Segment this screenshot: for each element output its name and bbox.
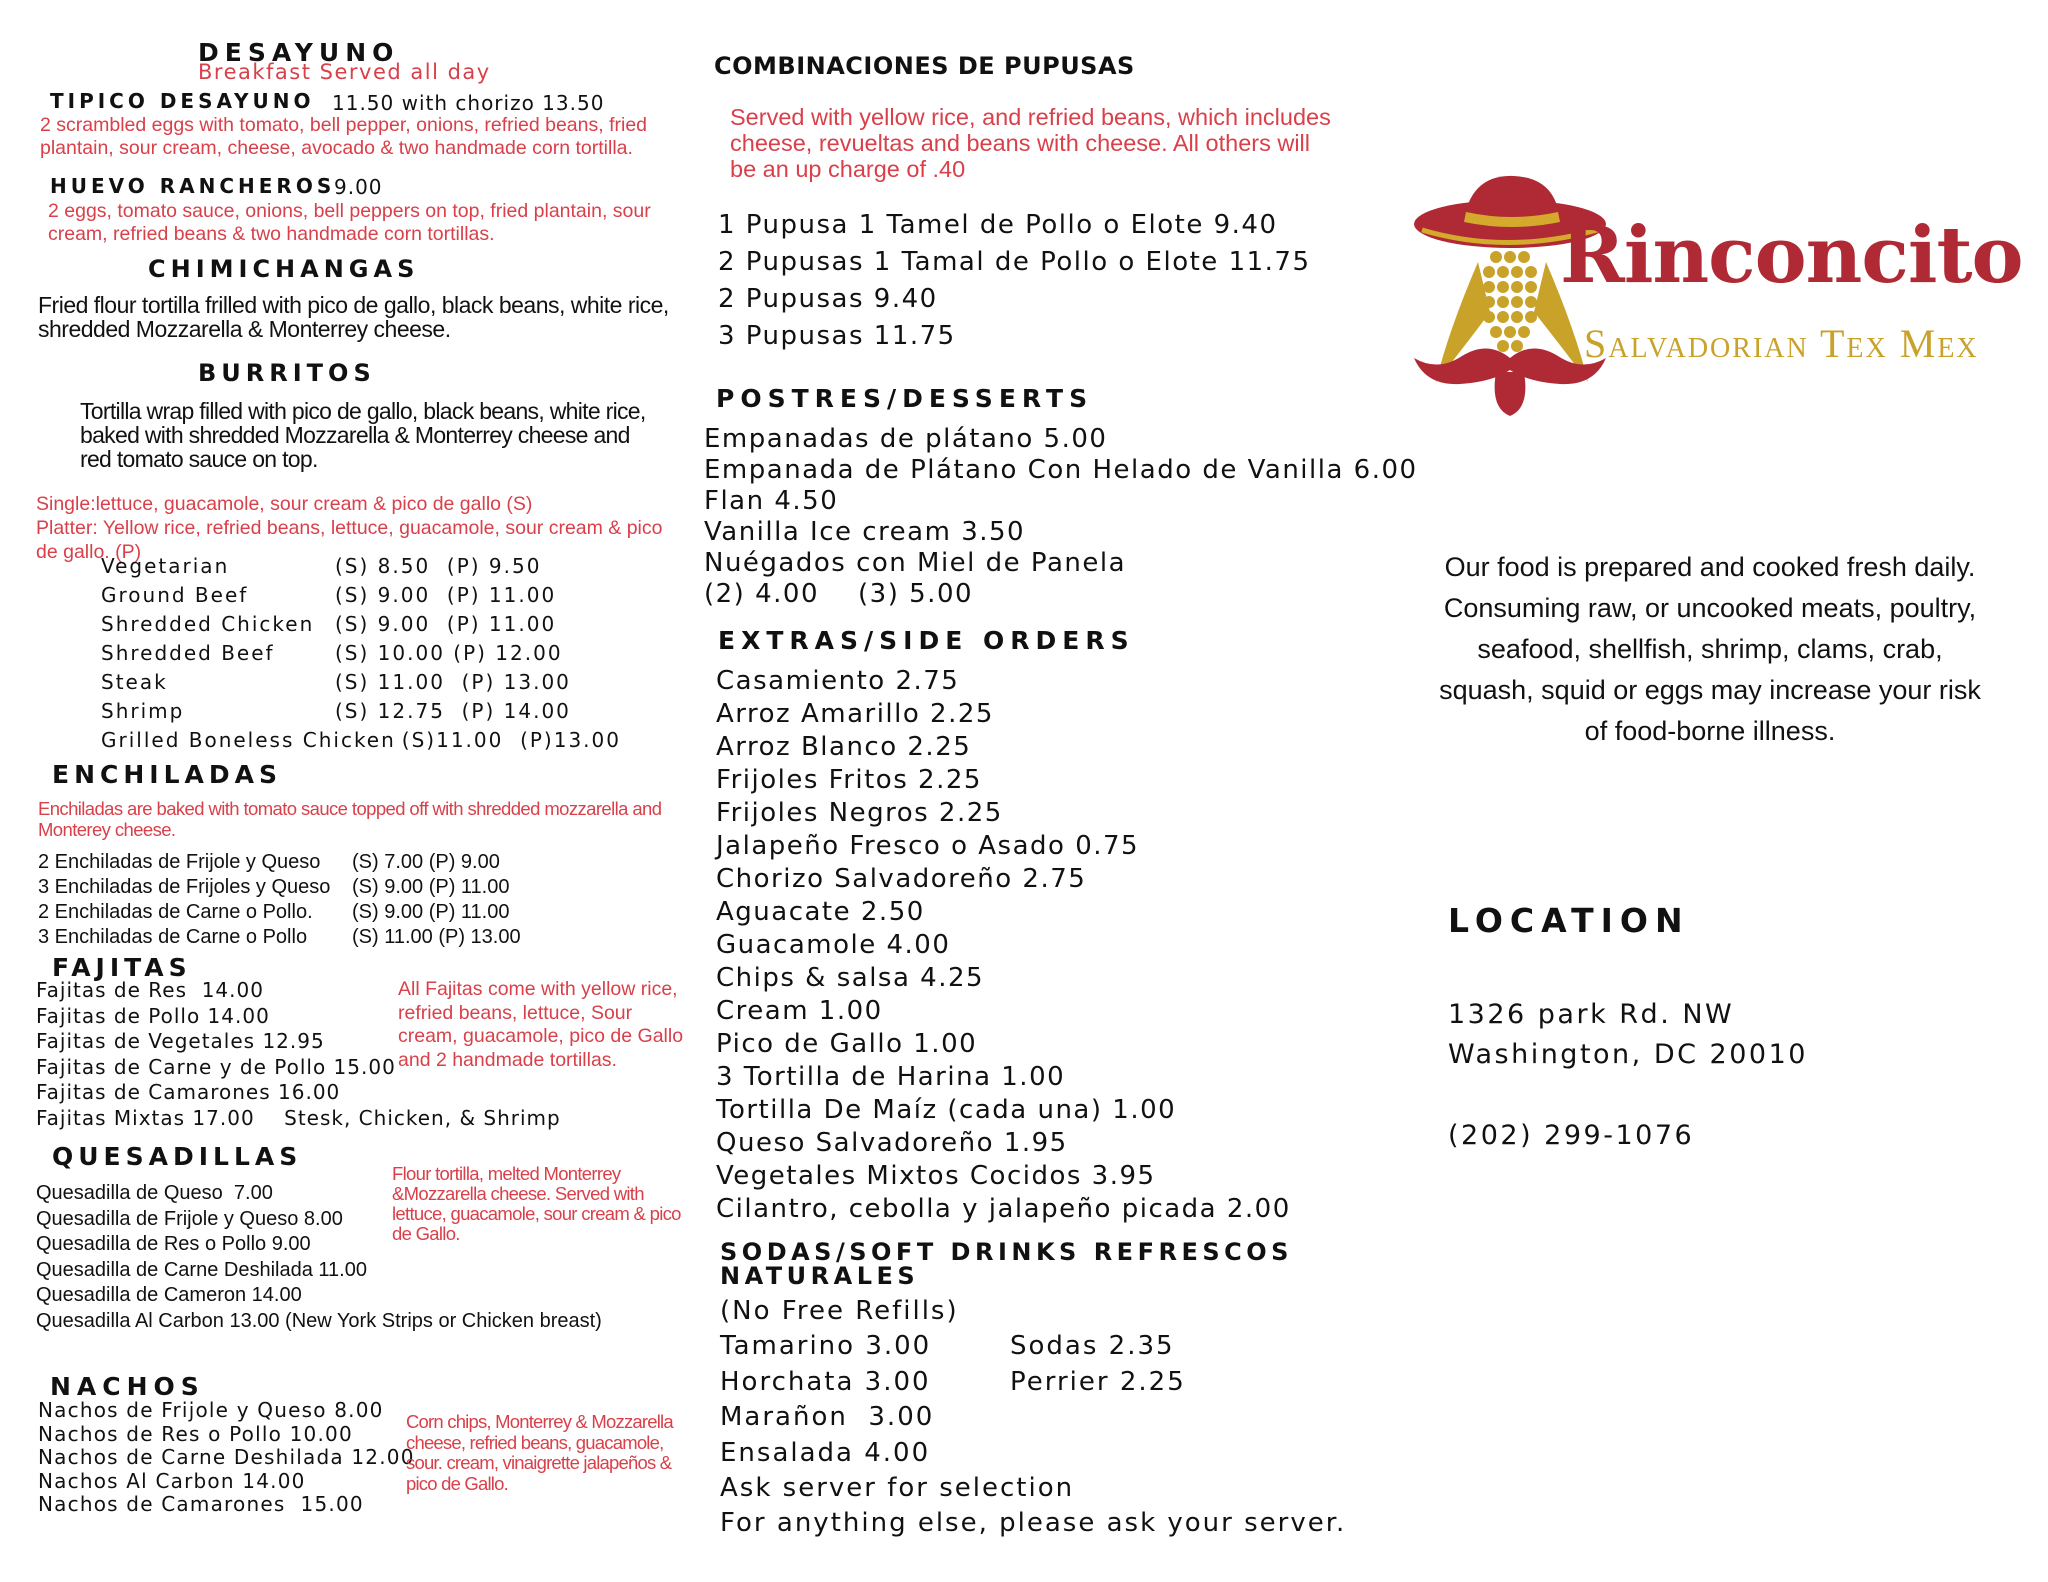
list-item: 2 Enchiladas de Frijole y Queso (S) 7.00 (P) 9.00 xyxy=(38,851,500,873)
enchiladas-heading: ENCHILADAS xyxy=(52,760,282,789)
burritos-single-note: Single:lettuce, guacamole, sour cream & pico de gallo (S) xyxy=(36,493,533,515)
pupusas-list xyxy=(718,210,1311,358)
list-item: Fajitas de Camarones 16.00 xyxy=(36,1080,341,1104)
ask-server-text: Ask server for selection xyxy=(720,1473,1075,1503)
list-item: 3 Pupusas 11.75 xyxy=(718,321,956,351)
quesadillas-heading: QUESADILLAS xyxy=(52,1142,303,1171)
nachos-heading: NACHOS xyxy=(50,1372,205,1401)
list-item: Vegetarian (S) 8.50 (P) 9.50 xyxy=(101,554,542,578)
phone-number: (202) 299-1076 xyxy=(1448,1120,1695,1151)
huevo-rancheros-desc: 2 eggs, tomato sauce, onions, bell peppers on top, fried plantain, sour cream, refried beans & two handmade corn tortillas. xyxy=(48,200,651,245)
address-line2: Washington, DC 20010 xyxy=(1448,1039,1808,1070)
list-item: Chips & salsa 4.25 xyxy=(716,963,985,993)
sodas-left-list xyxy=(720,1331,934,1473)
list-item: Horchata 3.00 xyxy=(720,1366,931,1397)
list-item: Vanilla Ice cream 3.50 xyxy=(704,517,1026,547)
list-item: Queso Salvadoreño 1.95 xyxy=(716,1128,1068,1158)
location-heading: LOCATION xyxy=(1448,901,1690,940)
list-item: Fajitas Mixtas 17.00 Stesk, Chicken, & Shrimp xyxy=(36,1105,561,1130)
list-item: Fajitas de Carne y de Pollo 15.00 xyxy=(36,1054,396,1079)
list-item: Steak (S) 11.00 (P) 13.00 xyxy=(101,670,571,694)
list-item: Shredded Chicken (S) 9.00 (P) 11.00 xyxy=(101,612,557,636)
postres-heading: POSTRES/DESSERTS xyxy=(716,384,1094,413)
enchiladas-list xyxy=(38,851,521,951)
chimichangas-desc: Fried flour tortilla frilled with pico de gallo, black beans, white rice, shredded Mozzarella & Monterrey cheese. xyxy=(38,292,669,342)
list-item: 3 Tortilla de Harina 1.00 xyxy=(716,1062,1066,1092)
list-item: Perrier 2.25 xyxy=(1010,1366,1186,1397)
list-item: Grilled Boneless Chicken (S)11.00 (P)13.00 xyxy=(101,728,621,752)
burritos-heading: BURRITOS xyxy=(198,359,376,387)
list-item: Fajitas de Pollo 14.00 xyxy=(36,1003,270,1028)
list-item: 2 Pupusas 9.40 xyxy=(718,284,938,314)
quesadillas-list xyxy=(36,1182,602,1335)
list-item: Quesadilla de Carne Deshilada 11.00 xyxy=(36,1258,367,1281)
list-item: 2 Pupusas 1 Tamal de Pollo o Elote 11.75 xyxy=(718,247,1311,277)
nachos-note: Corn chips, Monterrey & Mozzarella cheese, refried beans, guacamole, sour. cream, vinaigrette jalapeños & pico de Gallo. xyxy=(406,1411,673,1494)
list-item: Ground Beef (S) 9.00 (P) 11.00 xyxy=(101,583,557,607)
list-item: Guacamole 4.00 xyxy=(716,930,951,960)
list-item: Quesadilla de Cameron 14.00 xyxy=(36,1284,302,1306)
huevo-rancheros-name: HUEVO RANCHEROS xyxy=(50,174,336,198)
sodas-heading xyxy=(720,1240,1293,1288)
list-item: Fajitas de Res 14.00 xyxy=(36,978,264,1002)
fajitas-heading: FAJITAS xyxy=(52,953,192,982)
extras-heading: EXTRAS/SIDE ORDERS xyxy=(718,626,1135,655)
list-item: Ensalada 4.00 xyxy=(720,1437,931,1468)
nachos-list xyxy=(38,1398,415,1516)
list-item: Arroz Amarillo 2.25 xyxy=(716,699,994,729)
list-item: 1 Pupusa 1 Tamel de Pollo o Elote 9.40 xyxy=(718,210,1278,240)
food-safety-notice: Our food is prepared and cooked fresh daily. Consuming raw, or uncooked meats, poultry, seafood, shellfish, shrimp, clams, crab, squash, squid or eggs may increase your risk of food-borne illness. xyxy=(1439,552,1981,746)
tipico-desayuno-desc: 2 scrambled eggs with tomato, bell pepper, onions, refried beans, fried plantain, sour cream, cheese, avocado & two handmade corn tortilla. xyxy=(40,114,648,159)
burritos-list xyxy=(101,554,621,757)
anything-else-text: For anything else, please ask your server. xyxy=(720,1508,1347,1538)
extras-list xyxy=(716,666,1291,1227)
sodas-heading-line2: NATURALES xyxy=(720,1262,920,1290)
pupusas-note: Served with yellow rice, and refried beans, which includes cheese, revueltas and beans with cheese. All others will be an up charge of .40 xyxy=(730,104,1331,182)
list-item: Sodas 2.35 xyxy=(1010,1331,1175,1361)
list-item: Empanadas de plátano 5.00 xyxy=(704,424,1108,454)
sodas-heading-line1: SODAS/SOFT DRINKS REFRESCOS xyxy=(720,1238,1293,1266)
list-item: Vegetales Mixtos Cocidos 3.95 xyxy=(716,1161,1156,1191)
list-item: Nachos de Carne Deshilada 12.00 xyxy=(38,1445,415,1469)
tipico-desayuno-name: TIPICO DESAYUNO xyxy=(50,89,315,113)
list-item: 3 Enchiladas de Carne o Pollo (S) 11.00 (P) 13.00 xyxy=(38,926,521,948)
postres-list xyxy=(704,424,1418,610)
list-item: Flan 4.50 xyxy=(704,486,839,516)
list-item: Quesadilla de Queso 7.00 xyxy=(36,1182,273,1204)
brand-logo xyxy=(1408,172,2023,420)
list-item: Aguacate 2.50 xyxy=(716,897,925,927)
list-item: Arroz Blanco 2.25 xyxy=(716,732,972,762)
list-item: Pico de Gallo 1.00 xyxy=(716,1029,978,1059)
desayuno-heading: DESAYUNO xyxy=(198,38,400,67)
list-item: Quesadilla Al Carbon 13.00 (New York Strips or Chicken breast) xyxy=(36,1309,602,1332)
list-item: 3 Enchiladas de Frijoles y Queso (S) 9.00 (P) 11.00 xyxy=(38,876,510,898)
list-item: Nachos de Camarones 15.00 xyxy=(38,1492,364,1516)
tipico-desayuno-price: 11.50 with chorizo 13.50 xyxy=(332,91,605,115)
list-item: 2 Enchiladas de Carne o Pollo. (S) 9.00 (P) 11.00 xyxy=(38,901,510,923)
sodas-no-refills: (No Free Refills) xyxy=(720,1296,959,1326)
list-item: Cream 1.00 xyxy=(716,996,883,1026)
list-item: Nachos Al Carbon 14.00 xyxy=(38,1468,306,1493)
list-item: Quesadilla de Frijole y Queso 8.00 xyxy=(36,1207,343,1230)
list-item: Cilantro, cebolla y jalapeño picada 2.00 xyxy=(716,1194,1291,1224)
list-item: Frijoles Negros 2.25 xyxy=(716,798,1003,828)
list-item: Fajitas de Vegetales 12.95 xyxy=(36,1029,325,1053)
list-item: Tortilla De Maíz (cada una) 1.00 xyxy=(716,1095,1177,1125)
list-item: Shrimp (S) 12.75 (P) 14.00 xyxy=(101,699,571,723)
brand-name: Rinconcito xyxy=(1560,210,2023,301)
brand-tagline: Salvadorian Tex Mex xyxy=(1584,321,1979,366)
pupusas-heading: COMBINACIONES DE PUPUSAS xyxy=(714,52,1135,80)
desayuno-subheading: Breakfast Served all day xyxy=(198,60,491,84)
enchiladas-desc: Enchiladas are baked with tomato sauce topped off with shredded mozzarella and Monterey cheese. xyxy=(38,798,662,840)
burritos-platter-note: Platter: Yellow rice, refried beans, lettuce, guacamole, sour cream & pico de gallo. (P) xyxy=(36,517,663,563)
list-item: Frijoles Fritos 2.25 xyxy=(716,765,982,795)
list-item: Nuégados con Miel de Panela xyxy=(704,548,1127,578)
list-item: Quesadilla de Res o Pollo 9.00 xyxy=(36,1233,311,1255)
list-item: Nachos de Res o Pollo 10.00 xyxy=(38,1421,353,1446)
list-item: Nachos de Frijole y Queso 8.00 xyxy=(38,1398,384,1422)
chimichangas-heading: CHIMICHANGAS xyxy=(148,255,420,283)
quesadillas-note: Flour tortilla, melted Monterrey &Mozzarella cheese. Served with lettuce, guacamole, sour cream & pico de Gallo. xyxy=(392,1163,681,1244)
list-item: Tamarino 3.00 xyxy=(720,1331,932,1361)
address-line1: 1326 park Rd. NW xyxy=(1448,999,1735,1030)
list-item: Casamiento 2.75 xyxy=(716,666,960,696)
fajitas-note: All Fajitas come with yellow rice, refried beans, lettuce, Sour cream, guacamole, pico de Gallo and 2 handmade tortillas. xyxy=(398,978,684,1071)
list-item: Jalapeño Fresco o Asado 0.75 xyxy=(716,831,1140,861)
burritos-desc: Tortilla wrap filled with pico de gallo, black beans, white rice, baked with shredded Mozzarella & Monterrey cheese and red tomato sauce on top. xyxy=(80,398,646,472)
huevo-rancheros-price: 9.00 xyxy=(334,175,383,199)
list-item: Shredded Beef (S) 10.00 (P) 12.00 xyxy=(101,641,563,665)
list-item: Marañon 3.00 xyxy=(720,1402,935,1432)
list-item: Empanada de Plátano Con Helado de Vanilla 6.00 xyxy=(704,455,1418,485)
list-item: (2) 4.00 (3) 5.00 xyxy=(704,579,974,609)
sodas-right-list xyxy=(1010,1331,1186,1402)
list-item: Chorizo Salvadoreño 2.75 xyxy=(716,864,1087,894)
